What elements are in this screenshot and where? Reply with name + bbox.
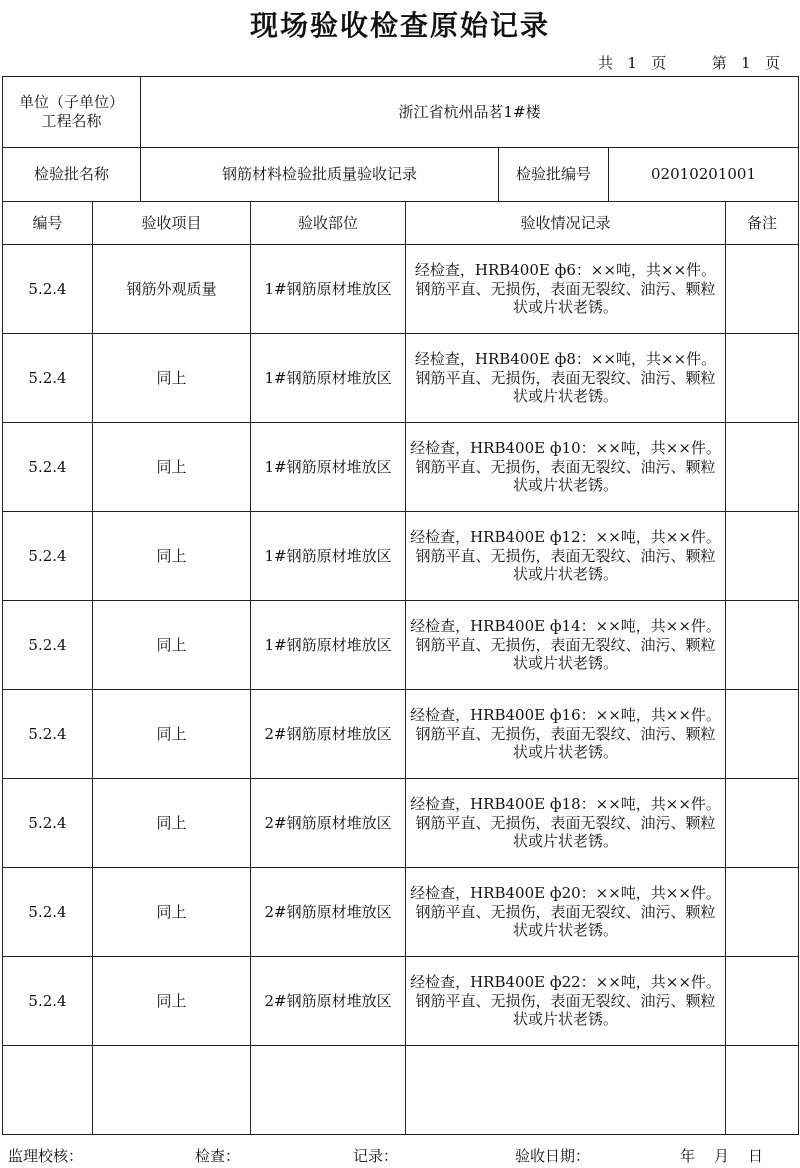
row-number: 5.2.4 xyxy=(3,690,93,779)
row-location: 2#钢筋原材堆放区 xyxy=(251,957,406,1046)
row-location: 1#钢筋原材堆放区 xyxy=(251,601,406,690)
current-page-label: 第 xyxy=(711,54,727,72)
day-label: 日 xyxy=(748,1147,764,1165)
supervisor-label: 监理校核： xyxy=(8,1147,84,1165)
table-row xyxy=(3,423,799,512)
row-item xyxy=(93,1046,251,1135)
row-location: 1#钢筋原材堆放区 xyxy=(251,245,406,334)
row-remark xyxy=(726,957,799,1046)
row-location: 2#钢筋原材堆放区 xyxy=(251,868,406,957)
row-number: 5.2.4 xyxy=(3,868,93,957)
row-remark xyxy=(726,245,799,334)
row-location: 1#钢筋原材堆放区 xyxy=(251,334,406,423)
batch-name-label: 检验批名称 xyxy=(3,148,141,202)
batch-name-value: 钢筋材料检验批质量验收记录 xyxy=(141,148,499,202)
row-number: 5.2.4 xyxy=(3,957,93,1046)
table-row xyxy=(3,779,799,868)
row-number: 5.2.4 xyxy=(3,512,93,601)
table-row-empty xyxy=(3,1046,799,1135)
total-pages-unit: 页 xyxy=(651,54,667,72)
row-record: 经检查，HRB400E ф8：××吨，共××件。钢筋平直、无损伤，表面无裂纹、油污、颗粒状或片状老锈。 xyxy=(406,334,726,423)
column-header-row xyxy=(3,202,799,245)
row-remark xyxy=(726,868,799,957)
row-item: 同上 xyxy=(93,423,251,512)
date-label: 验收日期： xyxy=(515,1147,591,1165)
table-row xyxy=(3,957,799,1046)
row-number: 5.2.4 xyxy=(3,779,93,868)
row-record: 经检查，HRB400E ф6：××吨，共××件。钢筋平直、无损伤，表面无裂纹、油污、颗粒状或片状老锈。 xyxy=(406,245,726,334)
row-item: 同上 xyxy=(93,334,251,423)
row-item: 同上 xyxy=(93,779,251,868)
row-item: 同上 xyxy=(93,601,251,690)
table-row xyxy=(3,512,799,601)
row-remark xyxy=(726,779,799,868)
page-title: 现场验收检查原始记录 xyxy=(249,9,550,42)
page-counter xyxy=(598,52,780,73)
row-item: 同上 xyxy=(93,957,251,1046)
row-number: 5.2.4 xyxy=(3,423,93,512)
batch-row xyxy=(3,148,799,202)
month-label: 月 xyxy=(714,1147,730,1165)
row-record: 经检查，HRB400E ф16：××吨，共××件。钢筋平直、无损伤，表面无裂纹、油污、颗粒状或片状老锈。 xyxy=(406,690,726,779)
row-record xyxy=(406,1046,726,1135)
row-number: 5.2.4 xyxy=(3,245,93,334)
row-item: 钢筋外观质量 xyxy=(93,245,251,334)
table-row xyxy=(3,601,799,690)
total-pages-value: 1 xyxy=(627,54,637,72)
row-remark xyxy=(726,1046,799,1135)
current-page-unit: 页 xyxy=(764,54,780,72)
project-name-label: 单位（子单位） 工程名称 xyxy=(3,77,141,148)
row-location: 2#钢筋原材堆放区 xyxy=(251,779,406,868)
row-location: 2#钢筋原材堆放区 xyxy=(251,690,406,779)
row-number xyxy=(3,1046,93,1135)
row-remark xyxy=(726,512,799,601)
row-item: 同上 xyxy=(93,690,251,779)
table-row xyxy=(3,690,799,779)
row-remark xyxy=(726,334,799,423)
row-record: 经检查，HRB400E ф20：××吨，共××件。钢筋平直、无损伤，表面无裂纹、油污、颗粒状或片状老锈。 xyxy=(406,868,726,957)
row-record: 经检查，HRB400E ф10：××吨，共××件。钢筋平直、无损伤，表面无裂纹、油污、颗粒状或片状老锈。 xyxy=(406,423,726,512)
batch-number-label: 检验批编号 xyxy=(499,148,609,202)
inspector-label: 检查： xyxy=(195,1147,241,1165)
row-number: 5.2.4 xyxy=(3,334,93,423)
row-record: 经检查，HRB400E ф12：××吨，共××件。钢筋平直、无损伤，表面无裂纹、油污、颗粒状或片状老锈。 xyxy=(406,512,726,601)
row-record: 经检查，HRB400E ф14：××吨，共××件。钢筋平直、无损伤，表面无裂纹、油污、颗粒状或片状老锈。 xyxy=(406,601,726,690)
year-label: 年 xyxy=(680,1147,696,1165)
column-header-location: 验收部位 xyxy=(251,202,406,245)
inspection-record-table xyxy=(2,76,799,1135)
total-pages-label: 共 xyxy=(598,54,614,72)
row-item: 同上 xyxy=(93,868,251,957)
column-header-remark: 备注 xyxy=(726,202,799,245)
table-row xyxy=(3,334,799,423)
table-row xyxy=(3,868,799,957)
column-header-item: 验收项目 xyxy=(93,202,251,245)
batch-number-value: 02010201001 xyxy=(609,148,799,202)
row-location xyxy=(251,1046,406,1135)
current-page-value: 1 xyxy=(741,54,751,72)
column-header-number: 编号 xyxy=(3,202,93,245)
project-row xyxy=(3,77,799,148)
row-number: 5.2.4 xyxy=(3,601,93,690)
recorder-label: 记录： xyxy=(353,1147,399,1165)
row-remark xyxy=(726,601,799,690)
row-location: 1#钢筋原材堆放区 xyxy=(251,423,406,512)
project-name-value: 浙江省杭州品茗1#楼 xyxy=(141,77,799,148)
table-row xyxy=(3,245,799,334)
row-record: 经检查，HRB400E ф18：××吨，共××件。钢筋平直、无损伤，表面无裂纹、油污、颗粒状或片状老锈。 xyxy=(406,779,726,868)
row-remark xyxy=(726,423,799,512)
row-remark xyxy=(726,690,799,779)
row-item: 同上 xyxy=(93,512,251,601)
column-header-record: 验收情况记录 xyxy=(406,202,726,245)
row-location: 1#钢筋原材堆放区 xyxy=(251,512,406,601)
row-record: 经检查，HRB400E ф22：××吨，共××件。钢筋平直、无损伤，表面无裂纹、油污、颗粒状或片状老锈。 xyxy=(406,957,726,1046)
